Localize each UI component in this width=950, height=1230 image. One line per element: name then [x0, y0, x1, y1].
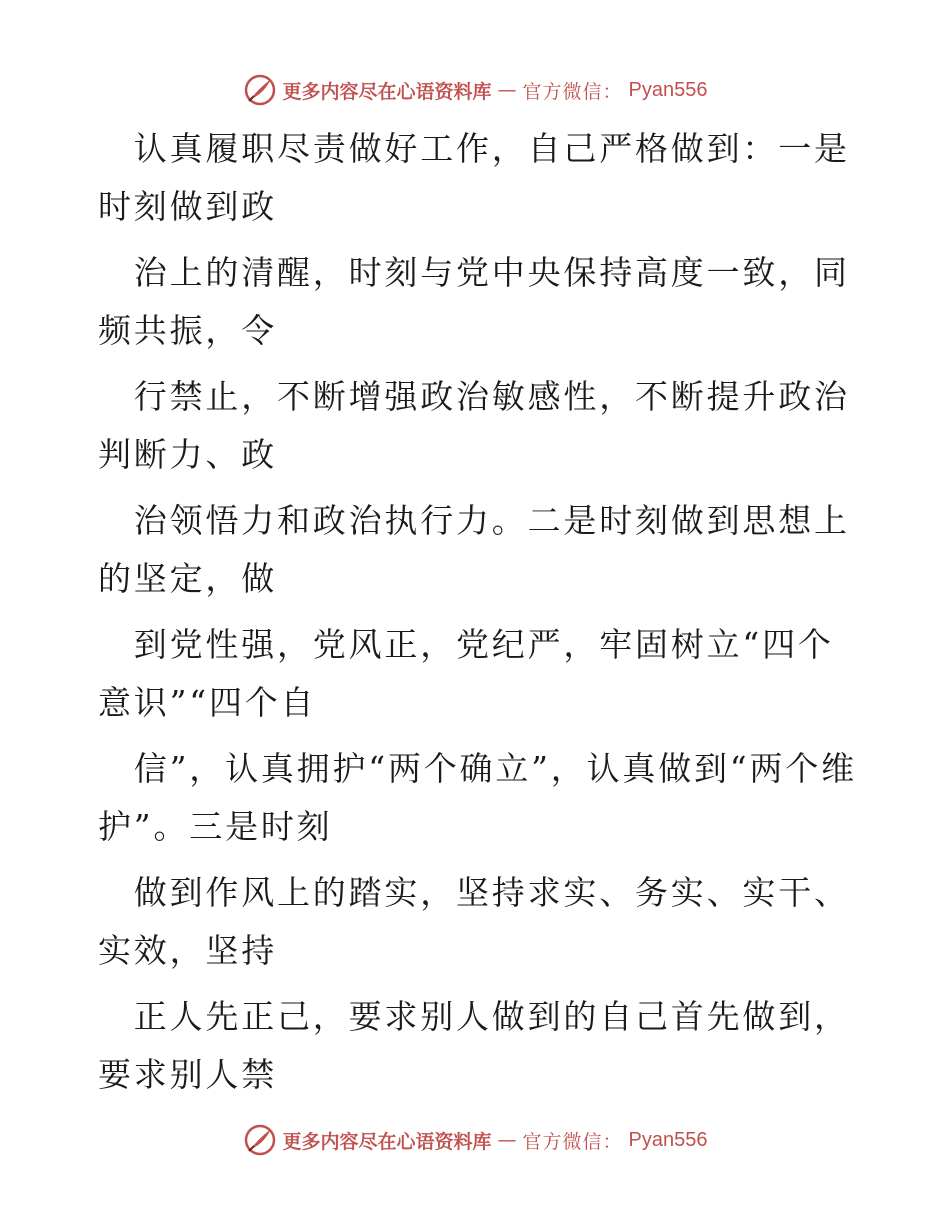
paragraph-line: 治领悟力和政治执行力。二是时刻做到思想上的坚定，做 — [98, 501, 850, 598]
footer-banner — [0, 1120, 950, 1160]
paragraph-line: 治上的清醒，时刻与党中央保持高度一致，同频共振，令 — [98, 253, 850, 350]
header-wechat-handle: Pyan556 — [628, 78, 708, 101]
header-banner — [0, 70, 950, 110]
footer-separator: — — [497, 1129, 517, 1151]
header-wechat-label: 官方微信： — [522, 80, 623, 103]
paragraph-line: 做到作风上的踏实，坚持求实、务实、实干、实效，坚持 — [98, 873, 850, 970]
footer-wechat-label: 官方微信： — [522, 1130, 623, 1153]
brush-quill-logo-icon — [243, 1123, 277, 1157]
footer-brand-text: 更多内容尽在心语资料库 — [282, 1130, 492, 1153]
paragraph-line: 正人先正己，要求别人做到的自己首先做到，要求别人禁 — [98, 997, 850, 1094]
header-separator: — — [497, 79, 517, 101]
header-brand-text: 更多内容尽在心语资料库 — [282, 80, 492, 103]
paragraph-line: 认真履职尽责做好工作，自己严格做到：一是时刻做到政 — [98, 129, 850, 226]
footer-wechat-handle: Pyan556 — [628, 1128, 708, 1151]
paragraph-line: 信”，认真拥护“两个确立”，认真做到“两个维护”。三是时刻 — [98, 749, 857, 846]
document-body — [98, 120, 858, 1112]
brush-quill-logo-icon — [243, 73, 277, 107]
paragraph-line: 行禁止，不断增强政治敏感性，不断提升政治判断力、政 — [98, 377, 850, 474]
paragraph-line: 到党性强，党风正，党纪严，牢固树立“四个意识”“四个自 — [98, 625, 834, 722]
